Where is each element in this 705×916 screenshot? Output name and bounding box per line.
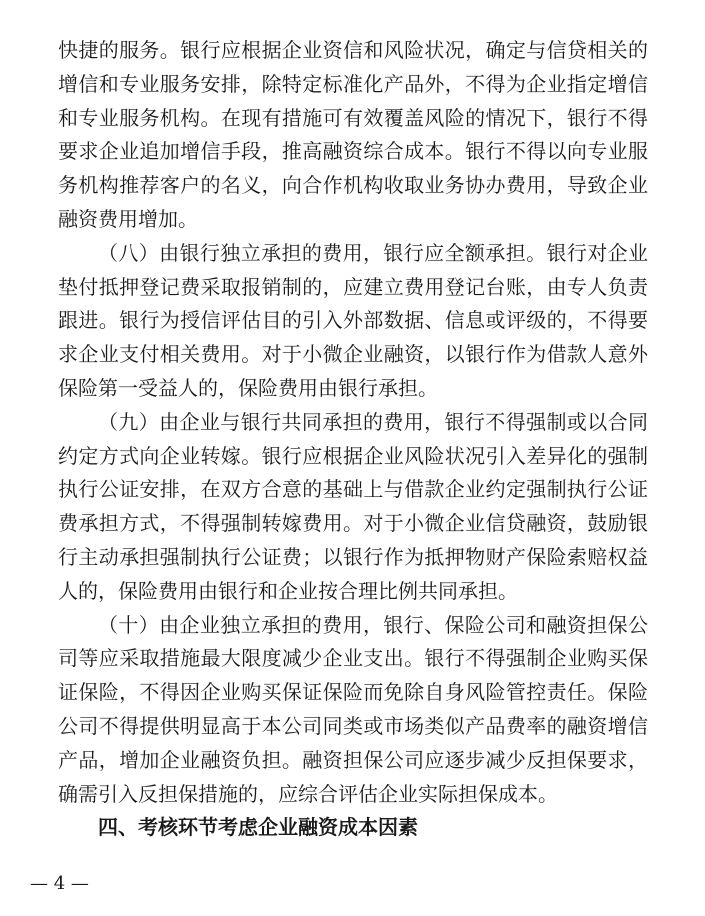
text-line: 和专业服务机构。在现有措施可有效覆盖风险的情况下，银行不得 [58,105,648,130]
section-heading: 四、考核环节考虑企业融资成本因素 [98,815,418,840]
text-line: 务机构推荐客户的名义，向合作机构收取业务协办费用，导致企业 [58,173,648,198]
text-line: 融资费用增加。 [58,207,198,231]
text-line: （八）由银行独立承担的费用，银行应全额承担。银行对企业 [98,240,648,265]
text-line: 快捷的服务。银行应根据企业资信和风险状况，确定与信贷相关的 [58,38,648,62]
text-line: 费承担方式，不得强制转嫁费用。对于小微企业信贷融资，鼓励银 [58,511,648,536]
text-line: 增信和专业服务安排，除特定标准化产品外，不得为企业指定增信 [58,71,648,96]
text-line: 产品，增加企业融资负担。融资担保公司应逐步减少反担保要求， [58,747,648,772]
text-line: 垫付抵押登记费采取报销制的，应建立费用登记台账，由专人负责 [58,274,648,299]
text-line: 确需引入反担保措施的，应综合评估企业实际担保成本。 [58,781,558,806]
text-line: （九）由企业与银行共同承担的费用，银行不得强制或以合同 [98,409,648,434]
page-number: — 4 — [30,873,89,894]
text-line: 要求企业追加增信手段，推高融资综合成本。银行不得以向专业服 [58,139,648,164]
text-line: 求企业支付相关费用。对于小微企业融资，以银行作为借款人意外 [58,342,648,367]
text-line: 约定方式向企业转嫁。银行应根据企业风险状况引入差异化的强制 [58,443,648,468]
text-line: 司等应采取措施最大限度减少企业支出。银行不得强制企业购买保 [58,646,648,671]
text-line: 人的，保险费用由银行和企业按合理比例共同承担。 [58,578,518,603]
text-line: 证保险，不得因企业购买保证保险而免除自身风险管控责任。保险 [58,680,648,705]
text-line: 保险第一受益人的，保险费用由银行承担。 [58,376,438,400]
text-line: 跟进。银行为授信评估目的引入外部数据、信息或评级的，不得要 [58,308,648,333]
text-line: 执行公证安排，在双方合意的基础上与借款企业约定强制执行公证 [58,477,648,502]
text-line: 公司不得提供明显高于本公司同类或市场类似产品费率的融资增信 [58,714,648,738]
text-line: 行主动承担强制执行公证费；以银行作为抵押物财产保险索赔权益 [58,545,648,569]
text-line: （十）由企业独立承担的费用，银行、保险公司和融资担保公 [98,612,648,637]
